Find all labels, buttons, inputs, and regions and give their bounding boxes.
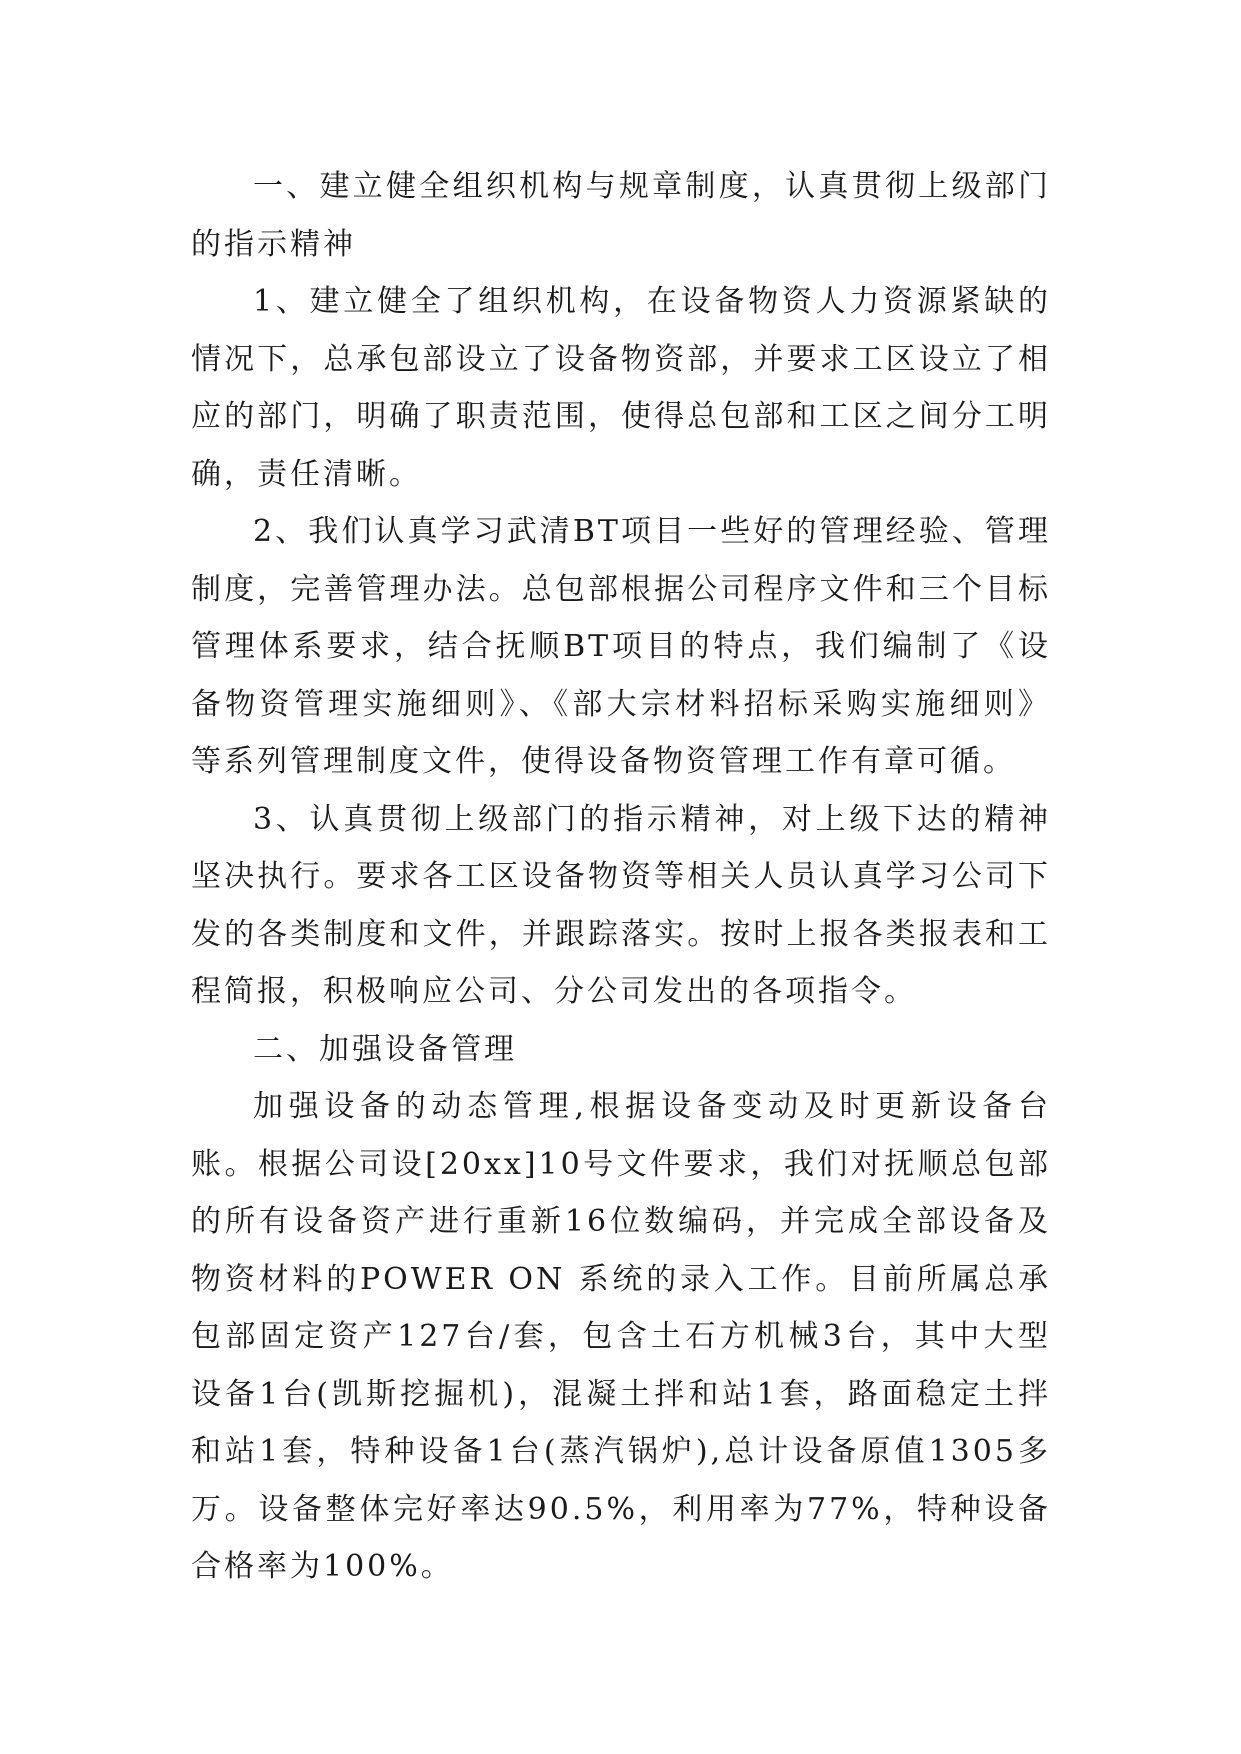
paragraph-item-1: 1、建立健全了组织机构，在设备物资人力资源紧缺的情况下，总承包部设立了设备物资部，并要求工区设立了相应的部门，明确了职责范围，使得总包部和工区之间分工明确，责任清晰。 xyxy=(191,284,1051,492)
section-heading-1: 一、建立健全组织机构与规章制度，认真贯彻上级部门的指示精神 xyxy=(191,169,1051,262)
paragraph-item-2: 2、我们认真学习武清BT项目一些好的管理经验、管理制度，完善管理办法。总包部根据公司程序文件和三个目标管理体系要求，结合抚顺BT项目的特点，我们编制了《设备物资管理实施细则》、《部大宗材料招标采购实施细则》等系列管理制度文件，使得设备物资管理工作有章可循。 xyxy=(191,514,1051,779)
paragraph-equipment-management: 加强设备的动态管理,根据设备变动及时更新设备台账。根据公司设[20xx]10号文件要求，我们对抚顺总包部的所有设备资产进行重新16位数编码，并完成全部设备及物资材料的POWER ON 系统的录入工作。目前所属总承包部固定资产127台/套，包含土石方机械3台，其中大型设备1台(凯斯挖掘机)，混凝土拌和站1套，路面稳定土拌和站1套，特种设备1台(蒸汽锅炉),总计设备原值1305多万。设备整体完好率达90.5%，利用率为77%，特种设备合格率为100%。 xyxy=(191,1089,1051,1584)
section-heading-2: 二、加强设备管理 xyxy=(253,1031,517,1067)
paragraph-item-3: 3、认真贯彻上级部门的指示精神，对上级下达的精神坚决执行。要求各工区设备物资等相关人员认真学习公司下发的各类制度和文件，并跟踪落实。按时上报各类报表和工程简报，积极响应公司、分公司发出的各项指令。 xyxy=(191,801,1051,1009)
document-body xyxy=(191,158,1051,1596)
